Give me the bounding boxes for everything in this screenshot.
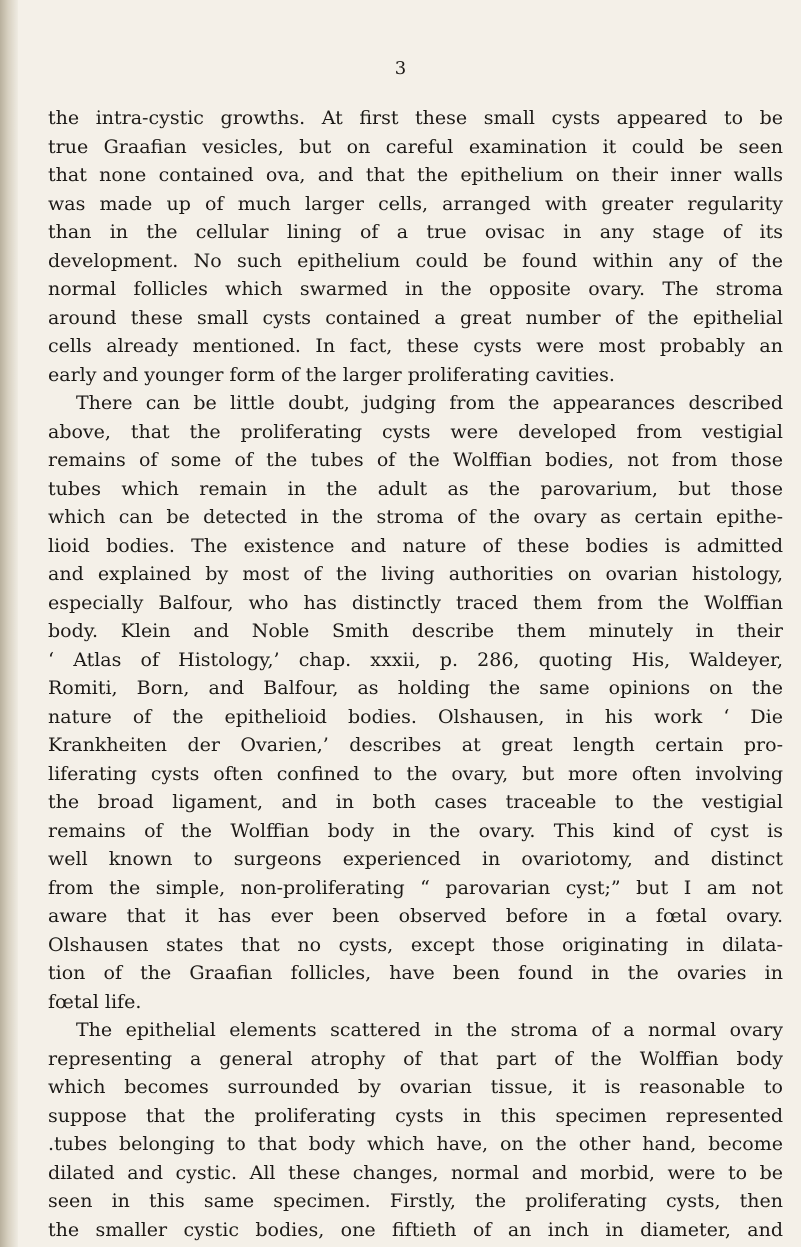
- text-line-10: early and younger form of the larger proliferating cavities.: [48, 363, 615, 386]
- text-line-35: which becomes surrounded by ovarian tissue, it is reasonable to: [48, 1076, 783, 1098]
- text-line-5: than in the cellular lining of a true ovisac in any stage of its: [48, 221, 783, 243]
- text-line-28: from the simple, non-proliferating “ parovarian cyst;” but I am not: [48, 876, 783, 899]
- page-number: 3: [394, 58, 407, 79]
- text-line-38: dilated and cystic. All these changes, normal and morbid, were to be: [48, 1161, 783, 1184]
- text-line-26: remains of the Wolffian body in the ovary. This kind of cyst is: [48, 819, 783, 842]
- text-line-36: suppose that the proliferating cysts in this specimen represented: [48, 1104, 783, 1127]
- text-line-22: nature of the epithelioid bodies. Olshausen, in his work ‘ Die: [48, 705, 783, 728]
- text-line-34: representing a general atrophy of that part of the Wolffian body: [48, 1047, 783, 1070]
- text-line-3: that none contained ova, and that the epithelium on their inner walls: [48, 164, 783, 186]
- text-line-1: the intra-cystic growths. At first these small cysts appeared to be: [48, 107, 783, 129]
- text-line-14: tubes which remain in the adult as the parovarium, but those: [48, 477, 783, 500]
- text-line-15: which can be detected in the stroma of the ovary as certain epithe-: [48, 506, 783, 528]
- text-line-18: especially Balfour, who has distinctly traced them from the Wolffian: [48, 591, 783, 614]
- text-line-32: fœtal life.: [48, 990, 142, 1013]
- text-line-23: Krankheiten der Ovarien,’ describes at great length certain pro-: [48, 734, 783, 756]
- text-line-2: true Graafian vesicles, but on careful examination it could be seen: [48, 135, 783, 158]
- text-line-6: development. No such epithelium could be found within any of the: [48, 249, 783, 272]
- text-line-20: ‘ Atlas of Histology,’ chap. xxxii, p. 286, quoting His, Waldeyer,: [48, 648, 783, 671]
- text-line-16: lioid bodies. The existence and nature of these bodies is admitted: [48, 534, 783, 557]
- text-line-39: seen in this same specimen. Firstly, the proliferating cysts, then: [48, 1190, 783, 1212]
- text-line-17: and explained by most of the living authorities on ovarian histology,: [48, 563, 783, 585]
- text-line-9: cells already mentioned. In fact, these cysts were most probably an: [48, 335, 783, 357]
- text-line-11: There can be little doubt, judging from the appearances described: [76, 392, 783, 414]
- text-line-27: well known to surgeons experienced in ovariotomy, and distinct: [48, 848, 783, 870]
- text-line-37: .tubes belonging to that body which have, on the other hand, become: [48, 1133, 783, 1155]
- text-line-8: around these small cysts contained a great number of the epithelial: [48, 306, 783, 329]
- text-line-7: normal follicles which swarmed in the opposite ovary. The stroma: [48, 278, 783, 300]
- text-line-21: Romiti, Born, and Balfour, as holding the same opinions on the: [48, 677, 783, 699]
- text-line-24: liferating cysts often confined to the ovary, but more often involving: [48, 762, 783, 785]
- text-line-30: Olshausen states that no cysts, except those originating in dilata-: [48, 933, 783, 956]
- text-line-40: the smaller cystic bodies, one fiftieth of an inch in diameter, and: [48, 1218, 783, 1241]
- text-line-12: above, that the proliferating cysts were developed from vestigial: [48, 420, 783, 443]
- text-line-25: the broad ligament, and in both cases traceable to the vestigial: [48, 791, 783, 813]
- text-line-19: body. Klein and Noble Smith describe them minutely in their: [48, 620, 783, 642]
- text-line-29: aware that it has ever been observed before in a fœtal ovary.: [48, 905, 783, 927]
- text-line-4: was made up of much larger cells, arranged with greater regularity: [48, 192, 783, 215]
- text-line-13: remains of some of the tubes of the Wolffian bodies, not from those: [48, 449, 783, 471]
- text-line-31: tion of the Graafian follicles, have been found in the ovaries in: [48, 962, 783, 984]
- body-text: [48, 104, 783, 1244]
- text-line-33: The epithelial elements scattered in the stroma of a normal ovary: [76, 1019, 783, 1041]
